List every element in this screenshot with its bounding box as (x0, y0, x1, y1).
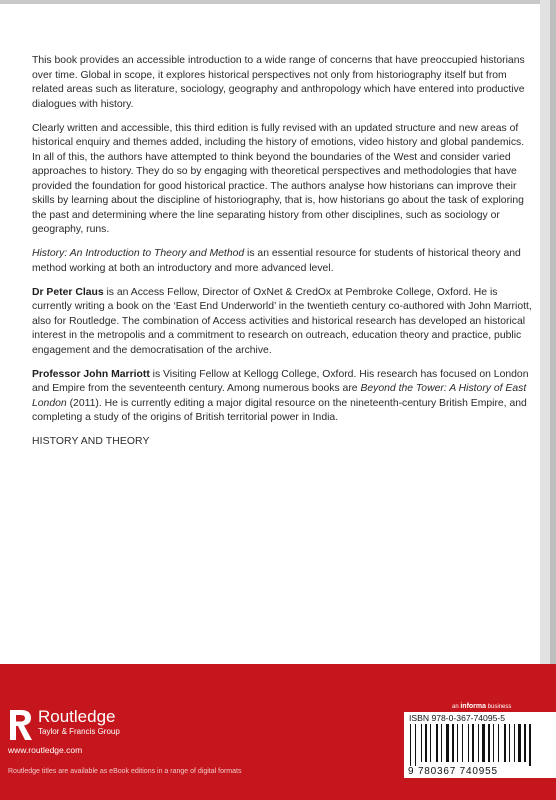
informa-business-label: an informa business (452, 703, 512, 710)
barcode-digits: 9 780367 740955 (408, 766, 498, 777)
spine-edge-strip (540, 0, 556, 664)
ebook-note: Routledge titles are available as eBook editions in a range of digital formats (8, 768, 242, 775)
author-name-claus: Dr Peter Claus (32, 286, 104, 298)
routledge-logo-icon (8, 709, 34, 741)
publisher-group: Taylor & Francis Group (38, 727, 120, 736)
marriott-book-title: Beyond the Tower: A History of East London (32, 383, 527, 409)
author-name-marriott: Professor John Marriott (32, 368, 150, 380)
book-title: History: An Introduction to Theory and Method (32, 248, 245, 259)
description-paragraph-3: History: An Introduction to Theory and Method is an essential resource for students of historical theory and method working at both an introductory and more advanced level. (32, 248, 521, 274)
description-paragraph-1: This book provides an accessible introduction to a wide range of concerns that have preoccupied historians over time. Global in scope, it explores historical perspectives not only from historiography itself but from related areas such as literature, sociology, geography and anthropology which have entered into productive dialogues with history. (32, 55, 525, 110)
isbn-label: ISBN 978-0-367-74095-5 (409, 713, 506, 723)
author-bio-claus: Dr Peter Claus is an Access Fellow, Director of OxNet & CredOx at Pembroke College, Oxford. He is currently writing a book on the ‘East End Underworld’ in the twentieth century co-authored with John Marriott, also for Routledge. The combination of Access activities and historical research has developed an historical interest in the metropolis and a commitment to research on outreach, education theory and practice, public engagement and the democratisation of the archive. (32, 286, 532, 356)
barcode-icon (408, 724, 554, 766)
subject-category: HISTORY AND THEORY (32, 436, 150, 447)
publisher-url: www.routledge.com (8, 745, 83, 755)
author-bio-marriott: Professor John Marriott is Visiting Fellow at Kellogg College, Oxford. His research has focused on London and Empire from the seventeenth century. Among numerous books are Beyond the Tower: A History of East London (2011). He is currently editing a major digital resource on the nineteenth-century British Empire, and completing a study of the origins of British territorial power in India. (32, 368, 529, 423)
description-paragraph-2: Clearly written and accessible, this third edition is fully revised with an updated structure and new areas of historical enquiry and themes added, including the history of emotions, video history and global pandemics. In all of this, the authors have attempted to think beyond the boundaries of the West and consider varied approaches to history. They do so by engaging with theoretical perspectives and methodologies that have provided the foundation for good historical practice. The authors analyse how historians can improve their skills by learning about the discipline of historiography, that is, how historians go about the task of exploring the past and determining where the line separating history from other disciplines, such as sociology or geography, runs. (32, 122, 525, 235)
back-cover-text (32, 54, 532, 459)
publisher-name: Routledge (38, 707, 116, 726)
barcode-panel (404, 712, 556, 778)
top-edge-strip (0, 0, 556, 4)
